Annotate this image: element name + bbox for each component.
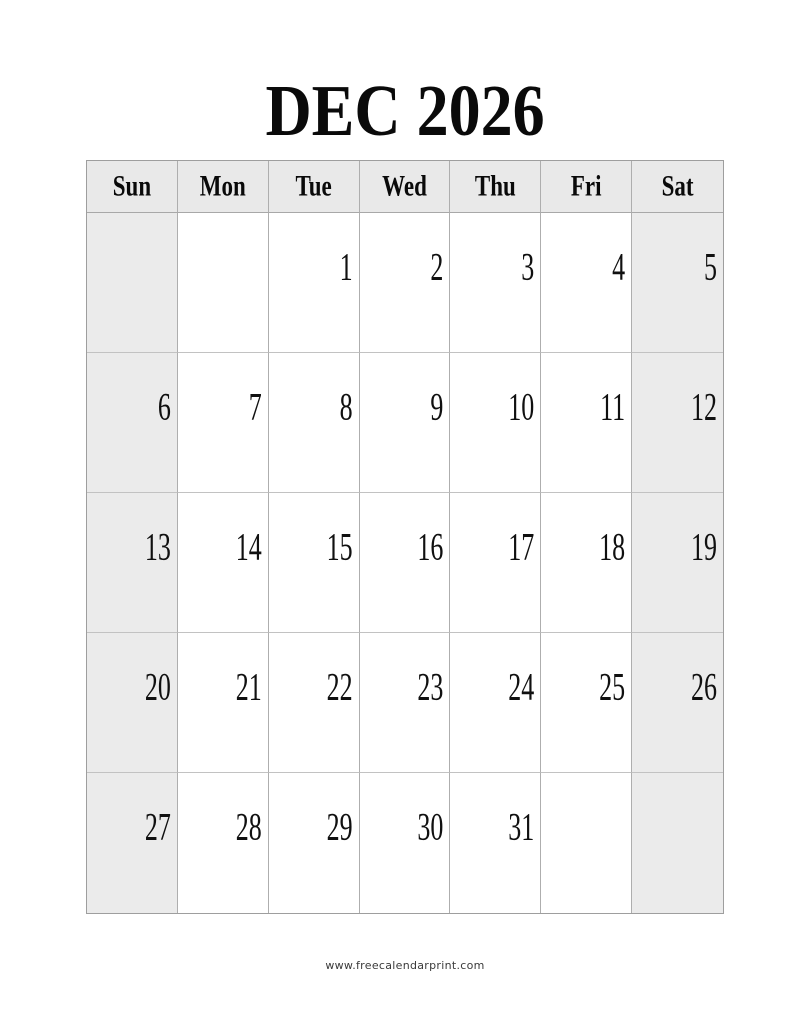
day-number: 13 <box>144 525 171 569</box>
day-number: 14 <box>235 525 262 569</box>
weekday-header-sat <box>632 161 723 213</box>
weekday-header-thu <box>450 161 541 213</box>
day-number: 11 <box>600 385 626 429</box>
day-number: 27 <box>144 805 171 849</box>
day-cell <box>178 633 269 773</box>
day-number: 5 <box>703 245 717 289</box>
day-number: 3 <box>521 245 535 289</box>
weekday-label: Sun <box>112 169 152 203</box>
day-number: 29 <box>326 805 353 849</box>
weekday-label: Mon <box>199 169 246 203</box>
day-cell <box>360 493 451 633</box>
day-cell <box>360 773 451 913</box>
day-cell <box>360 353 451 493</box>
weekday-header-wed <box>360 161 451 213</box>
day-number: 17 <box>508 525 535 569</box>
weekday-label: Thu <box>474 169 516 203</box>
day-cell <box>450 493 541 633</box>
weekday-header-fri <box>541 161 632 213</box>
page-title: DEC 2026 <box>265 69 545 152</box>
weekday-label: Wed <box>382 169 427 203</box>
day-cell <box>87 493 178 633</box>
day-cell <box>360 633 451 773</box>
day-cell <box>541 353 632 493</box>
day-cell <box>541 773 632 913</box>
day-cell <box>450 633 541 773</box>
day-number: 12 <box>690 385 717 429</box>
day-cell <box>269 353 360 493</box>
day-cell <box>87 353 178 493</box>
day-number: 15 <box>326 525 353 569</box>
day-cell <box>541 633 632 773</box>
day-number: 7 <box>248 385 262 429</box>
day-number: 1 <box>339 245 353 289</box>
day-cell <box>632 633 723 773</box>
day-cell <box>632 353 723 493</box>
day-cell <box>178 493 269 633</box>
day-cell <box>87 773 178 913</box>
day-number: 23 <box>417 665 444 709</box>
weekday-header-sun <box>87 161 178 213</box>
day-number: 21 <box>235 665 262 709</box>
day-cell <box>178 213 269 353</box>
day-cell <box>269 213 360 353</box>
day-number: 19 <box>690 525 717 569</box>
day-number: 31 <box>508 805 535 849</box>
day-number: 10 <box>508 385 535 429</box>
day-number: 16 <box>417 525 444 569</box>
day-cell <box>269 773 360 913</box>
day-cell <box>450 213 541 353</box>
weekday-label: Sat <box>661 169 694 203</box>
day-cell <box>87 213 178 353</box>
day-cell <box>360 213 451 353</box>
page-title-wrap <box>86 69 724 152</box>
weekday-label: Fri <box>570 169 602 203</box>
day-number: 30 <box>417 805 444 849</box>
day-number: 4 <box>612 245 626 289</box>
weekday-label: Tue <box>295 169 332 203</box>
day-number: 28 <box>235 805 262 849</box>
weekday-header-tue <box>269 161 360 213</box>
day-cell <box>632 773 723 913</box>
day-number: 6 <box>157 385 171 429</box>
day-cell <box>178 773 269 913</box>
day-number: 2 <box>430 245 444 289</box>
day-number: 8 <box>339 385 353 429</box>
day-number: 22 <box>326 665 353 709</box>
day-cell <box>178 353 269 493</box>
day-cell <box>450 353 541 493</box>
day-cell <box>450 773 541 913</box>
weekday-header-mon <box>178 161 269 213</box>
day-cell <box>632 213 723 353</box>
day-number: 26 <box>690 665 717 709</box>
day-number: 18 <box>599 525 626 569</box>
day-cell <box>541 213 632 353</box>
day-cell <box>269 493 360 633</box>
footer-url: www.freecalendarprint.com <box>325 959 485 972</box>
day-number: 9 <box>430 385 444 429</box>
day-cell <box>87 633 178 773</box>
day-cell <box>269 633 360 773</box>
day-cell <box>541 493 632 633</box>
day-number: 24 <box>508 665 535 709</box>
day-number: 20 <box>144 665 171 709</box>
day-number: 25 <box>599 665 626 709</box>
day-cell <box>632 493 723 633</box>
calendar-grid <box>86 160 724 914</box>
